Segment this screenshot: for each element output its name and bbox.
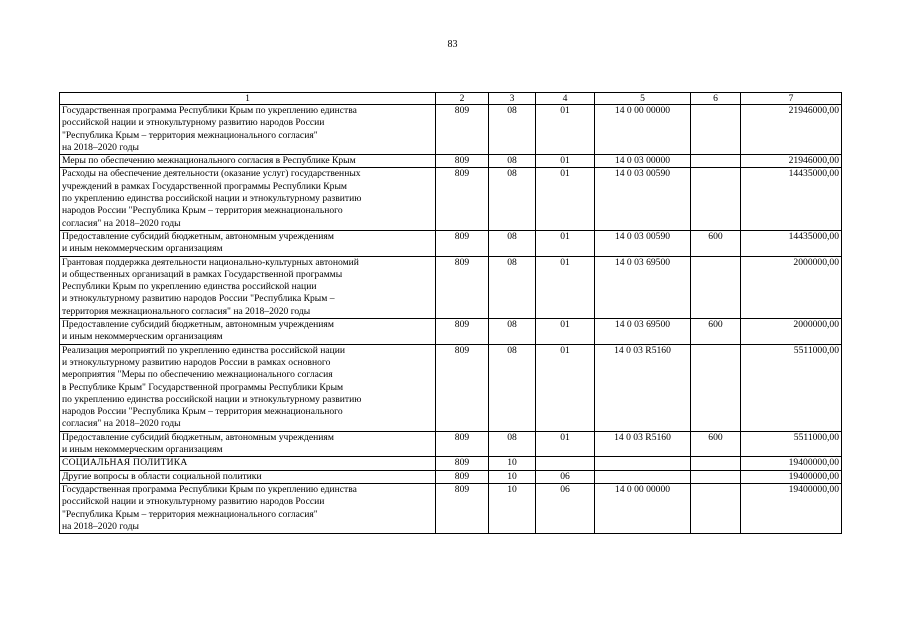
target-article-code: 14 0 03 00590 (595, 168, 691, 230)
column-header: 2 (436, 93, 489, 105)
expense-type-code: 600 (691, 319, 741, 345)
ministry-code: 809 (436, 168, 489, 230)
section-code: 10 (489, 483, 536, 533)
ministry-code: 809 (436, 431, 489, 457)
expense-name: Другие вопросы в области социальной политики (60, 470, 436, 483)
expense-type-code (691, 470, 741, 483)
ministry-code: 809 (436, 155, 489, 168)
page-number: 83 (447, 39, 458, 50)
expense-type-code (691, 457, 741, 470)
subsection-code: 06 (536, 483, 595, 533)
amount: 14435000,00 (741, 230, 842, 256)
section-code: 10 (489, 470, 536, 483)
budget-table (59, 92, 842, 534)
amount: 5511000,00 (741, 344, 842, 431)
subsection-code: 01 (536, 344, 595, 431)
target-article-code (595, 457, 691, 470)
expense-name: Расходы на обеспечение деятельности (оказание услуг) государственных учреждений в рамках Государственной программы Республики Крым по укреплению единства российской нации и этнокультурному развитию народов России "Республика Крым – территория межнационального согласия" на 2018–2020 годы (60, 168, 436, 230)
expense-name: Меры по обеспечению межнационального согласия в Республике Крым (60, 155, 436, 168)
column-header: 6 (691, 93, 741, 105)
subsection-code: 01 (536, 319, 595, 345)
table-row (60, 470, 842, 483)
table-row (60, 155, 842, 168)
expense-name: СОЦИАЛЬНАЯ ПОЛИТИКА (60, 457, 436, 470)
expense-type-code (691, 344, 741, 431)
table-row (60, 483, 842, 533)
column-header: 5 (595, 93, 691, 105)
table-row (60, 230, 842, 256)
target-article-code: 14 0 03 R5160 (595, 431, 691, 457)
ministry-code: 809 (436, 230, 489, 256)
amount: 19400000,00 (741, 483, 842, 533)
expense-type-code (691, 155, 741, 168)
target-article-code: 14 0 00 00000 (595, 105, 691, 155)
expense-name: Грантовая поддержка деятельности национально-культурных автономий и общественных организаций в рамках Государственной программы Республики Крым по укреплению единства российской нации и этнокультурному развитию народов России "Республика Крым – территория межнационального согласия" на 2018–2020 годы (60, 256, 436, 318)
target-article-code: 14 0 03 R5160 (595, 344, 691, 431)
target-article-code: 14 0 03 00590 (595, 230, 691, 256)
subsection-code (536, 457, 595, 470)
section-code: 08 (489, 155, 536, 168)
column-header: 3 (489, 93, 536, 105)
subsection-code: 06 (536, 470, 595, 483)
table-row (60, 431, 842, 457)
ministry-code: 809 (436, 457, 489, 470)
expense-type-code (691, 483, 741, 533)
table-row (60, 457, 842, 470)
subsection-code: 01 (536, 256, 595, 318)
target-article-code: 14 0 03 00000 (595, 155, 691, 168)
amount: 5511000,00 (741, 431, 842, 457)
table-header-row (60, 93, 842, 105)
table-row (60, 319, 842, 345)
subsection-code: 01 (536, 155, 595, 168)
subsection-code: 01 (536, 431, 595, 457)
section-code: 08 (489, 230, 536, 256)
table-row (60, 168, 842, 230)
target-article-code (595, 470, 691, 483)
expense-type-code: 600 (691, 431, 741, 457)
amount: 14435000,00 (741, 168, 842, 230)
amount: 21946000,00 (741, 155, 842, 168)
expense-name: Государственная программа Республики Крым по укреплению единства российской нации и этнокультурному развитию народов России "Республика Крым – территория межнационального согласия" на 2018–2020 годы (60, 105, 436, 155)
section-code: 08 (489, 319, 536, 345)
ministry-code: 809 (436, 319, 489, 345)
table-row (60, 105, 842, 155)
section-code: 08 (489, 344, 536, 431)
target-article-code: 14 0 00 00000 (595, 483, 691, 533)
column-header: 1 (60, 93, 436, 105)
target-article-code: 14 0 03 69500 (595, 319, 691, 345)
ministry-code: 809 (436, 105, 489, 155)
column-header: 4 (536, 93, 595, 105)
amount: 19400000,00 (741, 470, 842, 483)
amount: 2000000,00 (741, 256, 842, 318)
section-code: 08 (489, 105, 536, 155)
expense-name: Предоставление субсидий бюджетным, автономным учреждениям и иным некоммерческим организациям (60, 431, 436, 457)
section-code: 08 (489, 168, 536, 230)
section-code: 10 (489, 457, 536, 470)
expense-name: Реализация мероприятий по укреплению единства российской нации и этнокультурному развитию народов России в рамках основного мероприятия "Меры по обеспечению межнационального согласия в Республике Крым" Государственной программы Республики Крым по укреплению единства российской нации и этнокультурному развитию народов России "Республика Крым – территория межнационального согласия" на 2018–2020 годы (60, 344, 436, 431)
amount: 21946000,00 (741, 105, 842, 155)
expense-type-code (691, 105, 741, 155)
expense-name: Предоставление субсидий бюджетным, автономным учреждениям и иным некоммерческим организациям (60, 319, 436, 345)
amount: 19400000,00 (741, 457, 842, 470)
amount: 2000000,00 (741, 319, 842, 345)
expense-type-code (691, 168, 741, 230)
ministry-code: 809 (436, 344, 489, 431)
table-row (60, 344, 842, 431)
subsection-code: 01 (536, 168, 595, 230)
section-code: 08 (489, 256, 536, 318)
expense-type-code (691, 256, 741, 318)
ministry-code: 809 (436, 256, 489, 318)
expense-name: Предоставление субсидий бюджетным, автономным учреждениям и иным некоммерческим организациям (60, 230, 436, 256)
expense-name: Государственная программа Республики Крым по укреплению единства российской нации и этнокультурному развитию народов России "Республика Крым – территория межнационального согласия" на 2018–2020 годы (60, 483, 436, 533)
ministry-code: 809 (436, 483, 489, 533)
subsection-code: 01 (536, 105, 595, 155)
section-code: 08 (489, 431, 536, 457)
expense-type-code: 600 (691, 230, 741, 256)
subsection-code: 01 (536, 230, 595, 256)
table-row (60, 256, 842, 318)
ministry-code: 809 (436, 470, 489, 483)
target-article-code: 14 0 03 69500 (595, 256, 691, 318)
column-header: 7 (741, 93, 842, 105)
